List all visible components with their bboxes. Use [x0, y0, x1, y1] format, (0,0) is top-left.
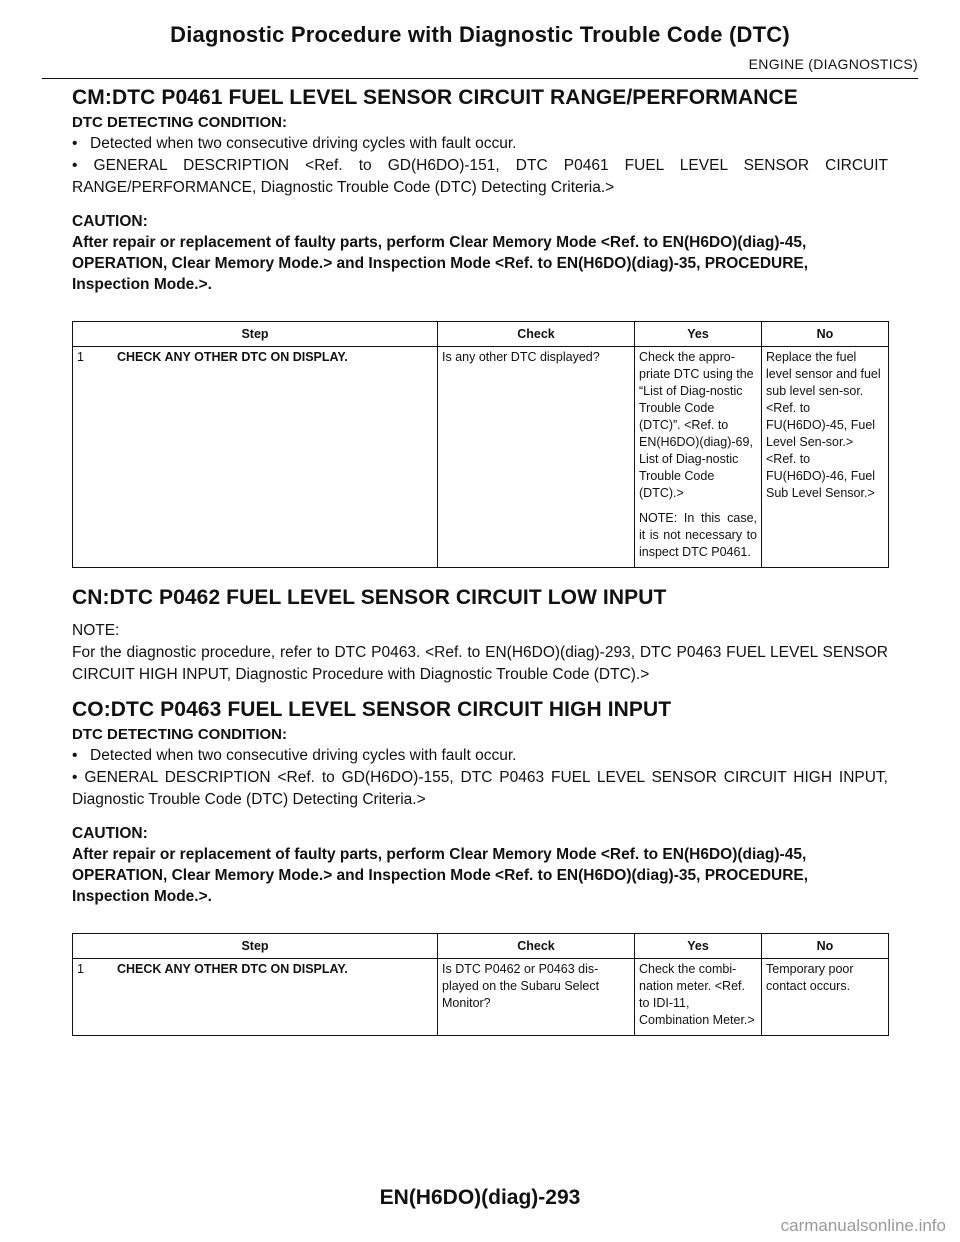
header-no: No: [762, 934, 889, 959]
section-p0462: [72, 586, 888, 686]
note-label: NOTE:: [72, 622, 120, 639]
bullet-item: • Detected when two consecutive driving cycles with fault occur.: [72, 745, 888, 767]
header-check: Check: [438, 322, 635, 347]
bullet-icon: •: [72, 769, 85, 786]
section-p0463: [72, 698, 888, 1036]
bullet-item: • GENERAL DESCRIPTION <Ref. to GD(H6DO)-151, DTC P0461 FUEL LEVEL SENSOR CIRCUIT RANGE/PERFORMANCE, Diagnostic Trouble Code (DTC) Detecting Criteria.>: [72, 157, 888, 196]
table-header-row: [73, 934, 889, 959]
yes-note: NOTE: In this case, it is not necessary to inspect DTC P0461.: [639, 511, 757, 559]
table-header-row: [73, 322, 889, 347]
header-no: No: [762, 322, 889, 347]
table-row: [73, 959, 889, 1036]
bullet-item: • GENERAL DESCRIPTION <Ref. to GD(H6DO)-155, DTC P0463 FUEL LEVEL SENSOR CIRCUIT HIGH INPUT, Diagnostic Trouble Code (DTC) Detecting Criteria.>: [72, 769, 888, 808]
condition-label: DTC DETECTING CONDITION:: [72, 114, 287, 131]
no-cell: Replace the fuel level sensor and fuel sub level sen-sor. <Ref. to FU(H6DO)-45, Fuel Level Sen-sor.> <Ref. to FU(H6DO)-46, Fuel Sub Level Sensor.>: [762, 347, 889, 568]
procedure-table: [72, 321, 889, 568]
header-rule: [42, 78, 918, 79]
header-step: Step: [73, 934, 438, 959]
bullet-icon: •: [72, 747, 78, 764]
header-section: ENGINE (DIAGNOSTICS): [748, 56, 918, 72]
header-check: Check: [438, 934, 635, 959]
header-yes: Yes: [635, 934, 762, 959]
header-yes: Yes: [635, 322, 762, 347]
no-cell: Temporary poor contact occurs.: [762, 959, 889, 1036]
table-row: [73, 347, 889, 568]
page-content: [72, 86, 888, 1036]
header-step: Step: [73, 322, 438, 347]
caution-label: CAUTION:: [72, 213, 148, 230]
section-title: CM:DTC P0461 FUEL LEVEL SENSOR CIRCUIT RANGE/PERFORMANCE: [72, 86, 798, 109]
step-cell: 1 CHECK ANY OTHER DTC ON DISPLAY.: [73, 347, 438, 568]
caution-text: After repair or replacement of faulty parts, perform Clear Memory Mode <Ref. to EN(H6DO)(diag)-45, OPERATION, Clear Memory Mode.> and Inspection Mode <Ref. to EN(H6DO)(diag)-35, PROCEDURE, Inspection Mode.>.: [72, 846, 809, 905]
yes-cell: Check the combi-nation meter. <Ref. to IDI-11, Combination Meter.>: [635, 959, 762, 1036]
bullet-icon: •: [72, 135, 78, 152]
step-cell: 1 CHECK ANY OTHER DTC ON DISPLAY.: [73, 959, 438, 1036]
procedure-table: [72, 933, 889, 1036]
section-title: CN:DTC P0462 FUEL LEVEL SENSOR CIRCUIT LOW INPUT: [72, 586, 667, 609]
bullet-item: • Detected when two consecutive driving cycles with fault occur.: [72, 133, 888, 155]
caution-label: CAUTION:: [72, 825, 148, 842]
check-cell: Is DTC P0462 or P0463 dis-played on the Subaru Select Monitor?: [438, 959, 635, 1036]
section-title: CO:DTC P0463 FUEL LEVEL SENSOR CIRCUIT HIGH INPUT: [72, 698, 672, 721]
check-cell: Is any other DTC displayed?: [438, 347, 635, 568]
caution-text: After repair or replacement of faulty parts, perform Clear Memory Mode <Ref. to EN(H6DO)(diag)-45, OPERATION, Clear Memory Mode.> and Inspection Mode <Ref. to EN(H6DO)(diag)-35, PROCEDURE, Inspection Mode.>.: [72, 234, 809, 293]
condition-label: DTC DETECTING CONDITION:: [72, 726, 287, 743]
section-p0461: [72, 86, 888, 568]
page-footer: EN(H6DO)(diag)-293: [379, 1186, 581, 1209]
note-text: For the diagnostic procedure, refer to DTC P0463. <Ref. to EN(H6DO)(diag)-293, DTC P0463 FUEL LEVEL SENSOR CIRCUIT HIGH INPUT, Diagnostic Procedure with Diagnostic Trouble Code (DTC).>: [72, 644, 888, 683]
yes-cell: Check the appro-priate DTC using the “List of Diag-nostic Trouble Code (DTC)”. <Ref. to EN(H6DO)(diag)-69, List of Diag-nostic Trouble Code (DTC).> NOTE: In this case, it is not necessary to inspect DTC P0461.: [635, 347, 762, 568]
bullet-icon: •: [72, 157, 94, 174]
header-title: Diagnostic Procedure with Diagnostic Trouble Code (DTC): [170, 22, 790, 47]
watermark: carmanualsonline.info: [780, 1216, 946, 1235]
